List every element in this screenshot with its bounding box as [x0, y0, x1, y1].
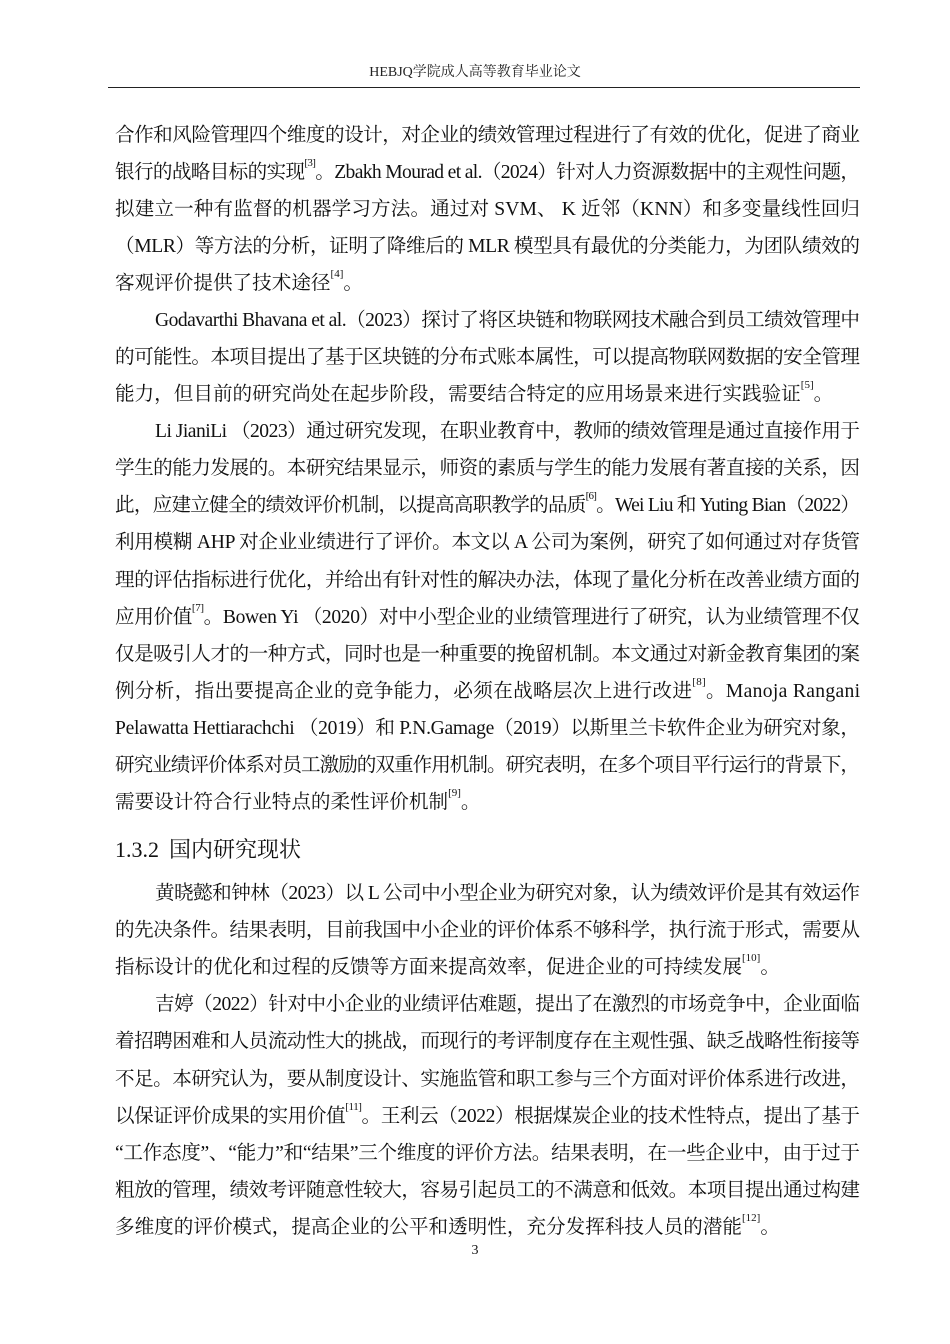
text-line-content — [115, 1212, 780, 1241]
text-line — [115, 530, 860, 556]
text-line — [115, 157, 860, 186]
text-run: 能力，但目前的研究尚处在起步阶段，需要结合特定的应用场景来进行实践验证 — [115, 384, 801, 405]
text-line — [115, 568, 860, 594]
text-line — [115, 1212, 860, 1241]
header-rule — [108, 87, 860, 88]
text-line-content — [115, 918, 860, 944]
text-line-content — [115, 123, 860, 149]
text-run: 合作和风险管理四个维度的设计，对企业的绩效管理过程进行了有效的优化，促进了商业 — [115, 125, 860, 146]
text-run: 多维度的评价模式，提高企业的公平和透明性，充分发挥科技人员的潜能 — [115, 1217, 742, 1238]
text-line — [115, 676, 861, 705]
text-run: 的可能性。本项目提出了基于区块链的分布式账本属性，可以提高物联网数据的安全管理 — [115, 347, 860, 368]
citation-superscript: [7] — [191, 602, 204, 614]
text-line-content — [115, 568, 860, 594]
citation-superscript: [12] — [742, 1212, 761, 1224]
text-run: 应用价值 — [115, 607, 192, 628]
text-run: 黄晓懿和钟林（2023）以 L 公司中小型企业为研究对象，认为绩效评价是其有效运作 — [155, 883, 860, 904]
text-run: 。 — [460, 792, 481, 813]
text-line-content — [115, 268, 363, 297]
text-run: 。 — [343, 273, 363, 294]
text-line-content — [115, 1101, 860, 1130]
text-line-content — [115, 952, 780, 981]
text-line — [115, 123, 860, 149]
text-line-content — [155, 419, 860, 445]
citation-superscript: [3] — [304, 157, 316, 169]
text-line-content — [115, 787, 481, 816]
text-line-content — [115, 1178, 860, 1204]
text-line-content — [115, 530, 860, 556]
text-run: 吉婷（2022）针对中小企业的业绩评估难题，提出了在激烈的市场竞争中，企业面临 — [155, 994, 860, 1015]
text-line — [115, 787, 860, 816]
text-run: 不足。本研究认为，要从制度设计、实施监管和职工参与三个方面对评价体系进行改进， — [115, 1069, 860, 1090]
text-line-content — [115, 345, 860, 371]
citation-superscript: [8] — [692, 676, 707, 688]
text-run: 研究业绩评价体系对员工激励的双重作用机制。研究表明，在多个项目平行运行的背景下， — [115, 755, 859, 776]
citation-superscript: [5] — [800, 379, 814, 391]
text-line — [115, 268, 860, 297]
text-line-content — [155, 881, 859, 907]
text-line — [115, 716, 860, 742]
section-title: 国内研究现状 — [169, 837, 302, 862]
text-line-content — [115, 716, 860, 742]
text-run: 学生的能力发展的。本研究结果显示，师资的素质与学生的能力发展有著直接的关系，因 — [115, 458, 860, 479]
text-run: 此，应建立健全的绩效评价机制，以提高高职教学的品质 — [115, 495, 586, 516]
text-line — [155, 992, 860, 1018]
text-run: 粗放的管理，绩效考评随意性较大，容易引起员工的不满意和低效。本项目提出通过构建 — [115, 1180, 860, 1201]
text-run: 。Manoja Rangani — [706, 681, 861, 702]
text-line-content — [115, 676, 861, 705]
section-number: 1.3.2 — [115, 837, 159, 862]
text-run: 着招聘困难和人员流动性大的挑战，而现行的考评制度存在主观性强、缺乏战略性衔接等 — [115, 1031, 860, 1052]
text-run: 的先决条件。结果表明，目前我国中小企业的评价体系不够科学，执行流于形式，需要从 — [115, 920, 860, 941]
text-line-content — [115, 753, 859, 779]
text-run: 需要设计符合行业特点的柔性评价机制 — [115, 792, 449, 813]
text-line-content — [115, 1141, 860, 1167]
text-run: 。Zbakh Mourad et al.（2024）针对人力资源数据中的主观性问题， — [315, 162, 860, 183]
text-line — [115, 490, 860, 519]
text-line-content — [115, 602, 860, 631]
text-line-content — [155, 992, 860, 1018]
text-run: 理的评估指标进行优化，并给出有针对性的解决办法，体现了量化分析在改善业绩方面的 — [115, 570, 860, 591]
text-run: 客观评价提供了技术途径 — [115, 273, 331, 294]
text-line — [115, 1178, 860, 1204]
text-line — [115, 1141, 860, 1167]
text-line-content — [155, 308, 859, 334]
text-run: 。王利云（2022）根据煤炭企业的技术性特点，提出了基于 — [361, 1106, 860, 1127]
text-run: 仅是吸引人才的一种方式，同时也是一种重要的挽留机制。本文通过对新金教育集团的案 — [115, 644, 860, 665]
text-run: 指标设计的优化和过程的反馈等方面来提高效率，促进企业的可持续发展 — [115, 957, 742, 978]
text-run: 以保证评价成果的实用价值 — [115, 1106, 346, 1127]
text-line — [115, 379, 860, 408]
text-run: 。 — [813, 384, 834, 405]
section-heading — [115, 836, 301, 864]
running-header: HEBJQ学院成人高等教育毕业论文 — [369, 65, 581, 80]
text-line-content — [115, 1029, 860, 1055]
text-line — [115, 602, 860, 631]
text-line — [155, 881, 860, 907]
citation-superscript: [11] — [345, 1101, 362, 1113]
citation-superscript: [4] — [330, 268, 344, 280]
citation-superscript: [10] — [742, 952, 761, 964]
text-line — [155, 308, 860, 334]
text-line — [115, 1029, 860, 1055]
citation-superscript: [9] — [448, 787, 461, 799]
text-line-content — [115, 157, 860, 186]
text-run: Godavarthi Bhavana et al.（2023）探讨了将区块链和物联网技术融合到员工绩效管理中 — [155, 310, 860, 331]
text-line-content — [115, 379, 834, 408]
text-run: 拟建立一种有监督的机器学习方法。通过对 SVM、 K 近邻（KNN）和多变量线性回归 — [115, 199, 861, 220]
text-line — [115, 952, 860, 981]
text-run: 。 — [760, 957, 780, 978]
text-line — [115, 234, 860, 260]
text-line — [115, 345, 860, 371]
text-line — [115, 197, 860, 223]
text-run: 。 — [760, 1217, 780, 1238]
text-run: 例分析，指出要提高企业的竞争能力，必须在战略层次上进行改进 — [115, 681, 693, 702]
text-run: 利用模糊 AHP 对企业业绩进行了评价。本文以 A 公司为案例，研究了如何通过对存货管 — [115, 532, 860, 553]
text-line — [115, 753, 860, 779]
citation-superscript: [6] — [585, 490, 597, 502]
text-run: （MLR）等方法的分析，证明了降维后的 MLR 模型具有最优的分类能力，为团队绩效的 — [115, 236, 860, 257]
page-number: 3 — [471, 1243, 479, 1258]
text-line — [115, 456, 860, 482]
text-run: 。Bowen Yi （2020）对中小型企业的业绩管理进行了研究，认为业绩管理不仅 — [203, 607, 860, 628]
text-line — [115, 642, 860, 668]
text-line-content — [115, 490, 860, 519]
text-line — [115, 1067, 860, 1093]
text-run: Pelawatta Hettiarachchi （2019）和 P.N.Gamage（2019）以斯里兰卡软件企业为研究对象， — [115, 718, 860, 739]
text-run: Li JianiLi （2023）通过研究发现，在职业教育中，教师的绩效管理是通过直接作用于 — [155, 421, 860, 442]
text-line-content — [115, 642, 860, 668]
text-run: 银行的战略目标的实现 — [115, 162, 305, 183]
text-line-content — [115, 234, 860, 260]
text-line-content — [115, 197, 860, 223]
text-line-content — [115, 1067, 860, 1093]
text-run: “工作态度”、“能力”和“结果”三个维度的评价方法。结果表明，在一些企业中，由于过于 — [115, 1143, 860, 1164]
text-line — [115, 1101, 860, 1130]
text-run: 。Wei Liu 和 Yuting Bian（2022） — [596, 495, 860, 516]
text-line-content — [115, 456, 860, 482]
text-line — [155, 419, 860, 445]
text-line — [115, 918, 860, 944]
